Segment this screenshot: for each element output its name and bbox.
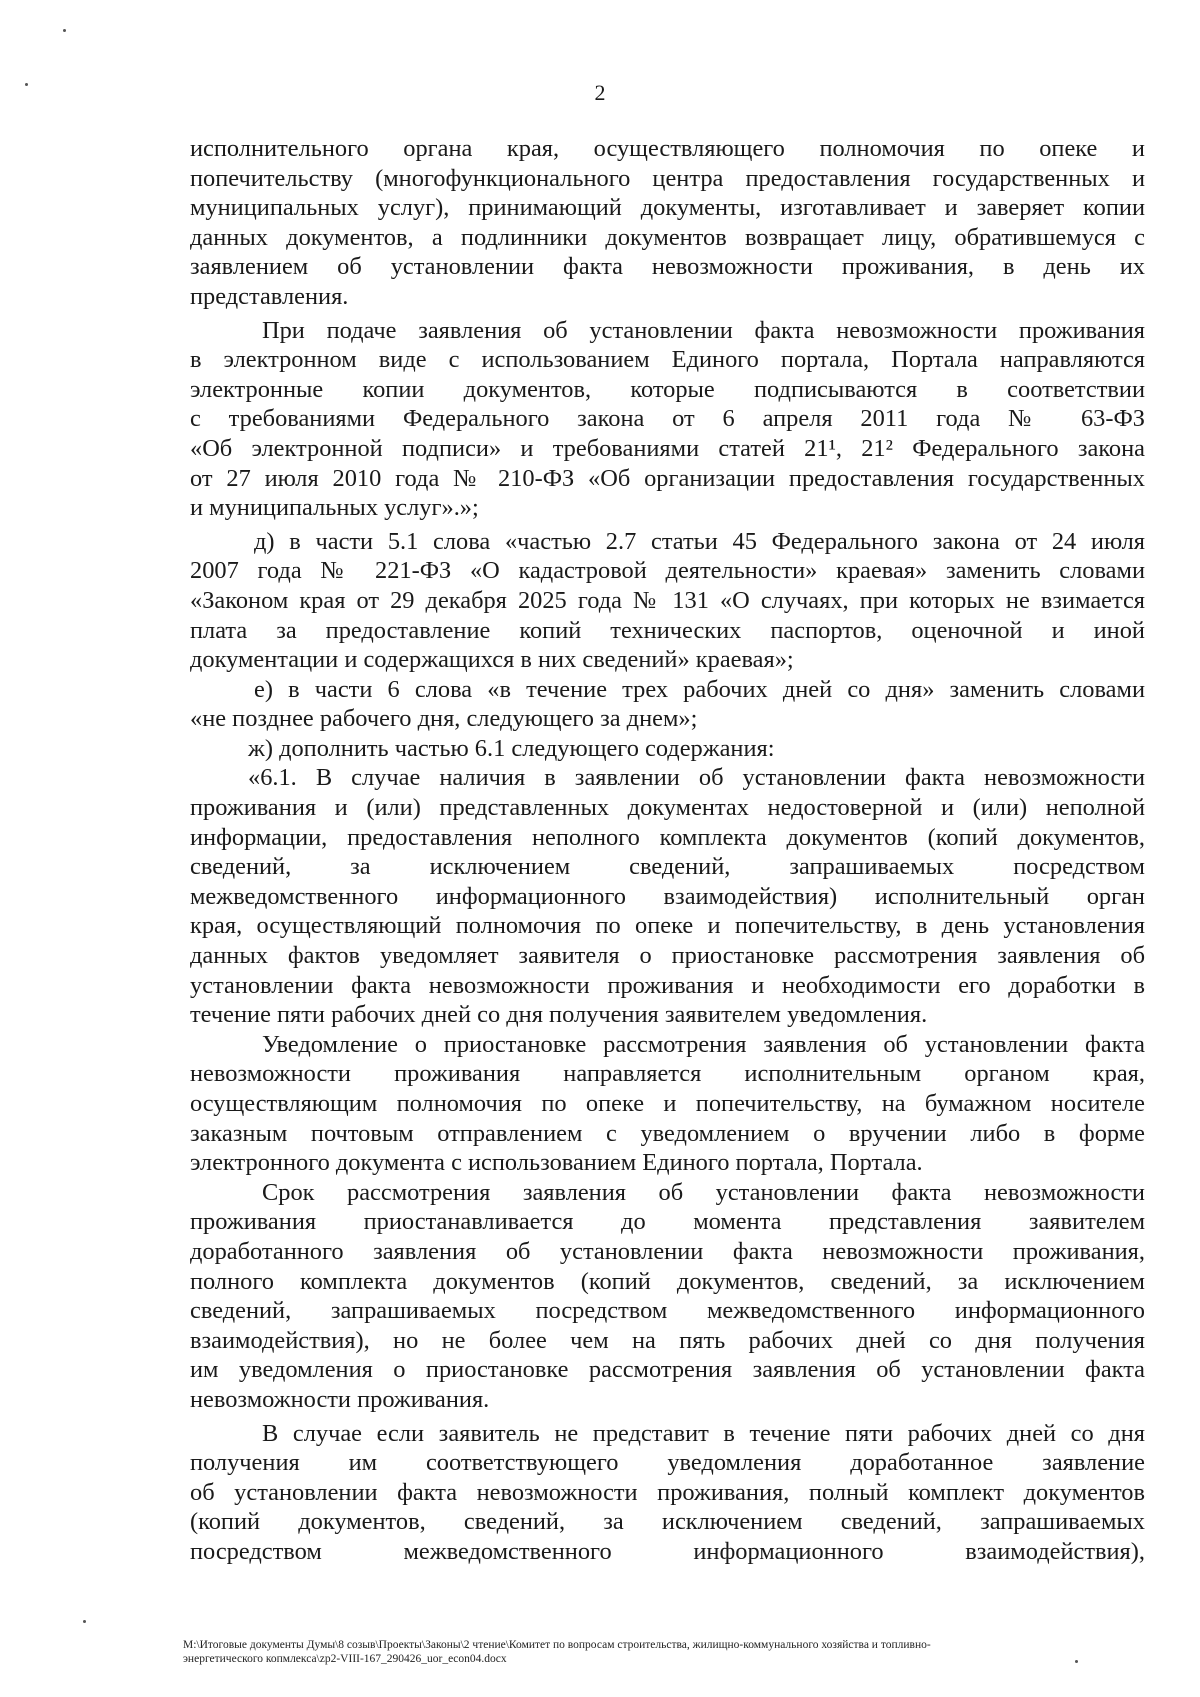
text-line: установлении факта невозможности проживания и необходимости его доработки в <box>190 971 1145 999</box>
text-line: данных документов, а подлинники документов возвращает лицу, обратившемуся с <box>190 223 1145 251</box>
text-line: «6.1. В случае наличия в заявлении об установлении факта невозможности <box>248 764 1145 792</box>
text-line: д) в части 5.1 слова «частью 2.7 статьи 45 Федерального закона от 24 июля <box>254 527 1145 555</box>
text-line: межведомственного информационного взаимодействия) исполнительный орган <box>190 882 1145 910</box>
text-line: проживания приостанавливается до момента представления заявителем <box>190 1208 1145 1236</box>
text-line: При подаче заявления об установлении факта невозможности проживания <box>262 316 1145 344</box>
text-line: течение пяти рабочих дней со дня получения заявителем уведомления. <box>190 1001 928 1029</box>
text-line: заявлением об установлении факта невозможности проживания, в день их <box>190 253 1145 281</box>
text-line: «Об электронной подписи» и требованиями статей 21¹, 21² Федерального закона <box>190 434 1145 462</box>
text-line: «не позднее рабочего дня, следующего за днем»; <box>190 705 698 733</box>
text-line: в электронном виде с использованием Единого портала, Портала направляются <box>190 346 1145 374</box>
text-line: им уведомления о приостановке рассмотрения заявления об установлении факта <box>190 1356 1145 1384</box>
scan-speck <box>83 1620 86 1623</box>
text-line: и муниципальных услуг».»; <box>190 494 479 522</box>
footer-path-line: энергетического копмлекса\zp2-VIII-167_290426_uor_econ04.docx <box>183 1653 507 1665</box>
text-line: невозможности проживания. <box>190 1385 490 1413</box>
text-line: посредством межведомственного информационного взаимодействия), <box>190 1537 1145 1565</box>
text-line: электронного документа с использованием Единого портала, Портала. <box>190 1149 923 1177</box>
text-line: е) в части 6 слова «в течение трех рабочих дней со дня» заменить словами <box>254 675 1145 703</box>
text-line: исполнительного органа края, осуществляющего полномочия по опеке и <box>190 135 1145 162</box>
text-line: документации и содержащихся в них сведений» краевая»; <box>190 646 794 674</box>
text-line: с требованиями Федерального закона от 6 апреля 2011 года № 63-ФЗ <box>190 405 1145 433</box>
text-line: представления. <box>190 282 349 310</box>
text-line: попечительству (многофункционального центра предоставления государственных и <box>190 164 1145 192</box>
text-line: Срок рассмотрения заявления об установлении факта невозможности <box>262 1178 1145 1206</box>
text-line: сведений, за исключением сведений, запрашиваемых посредством <box>190 853 1145 881</box>
text-line: невозможности проживания направляется исполнительным органом края, <box>190 1060 1145 1088</box>
text-line: получения им соответствующего уведомления доработанное заявление <box>190 1449 1145 1477</box>
text-line: от 27 июля 2010 года № 210-ФЗ «Об организации предоставления государственных <box>190 464 1145 492</box>
footer-path-line: M:\Итоговые документы Думы\8 созыв\Проекты\Законы\2 чтение\Комитет по вопросам строительства, жилищно-коммунального хозяйства и топливно- <box>183 1639 931 1651</box>
text-line: «Законом края от 29 декабря 2025 года № 131 «О случаях, при которых не взимается <box>190 586 1145 614</box>
text-line: взаимодействия), но не более чем на пять рабочих дней со дня получения <box>190 1326 1145 1354</box>
text-line: проживания и (или) представленных документах недостоверной и (или) неполной <box>190 794 1145 822</box>
text-line: осуществляющим полномочия по опеке и попечительству, на бумажном носителе <box>190 1090 1145 1117</box>
text-line: края, осуществляющий полномочия по опеке и попечительству, в день установления <box>190 912 1145 940</box>
document-body <box>190 134 1145 1567</box>
text-line: 2007 года № 221-ФЗ «О кадастровой деятельности» краевая» заменить словами <box>190 557 1145 585</box>
text-line: заказным почтовым отправлением с уведомлением о вручении либо в форме <box>190 1119 1145 1147</box>
scan-speck <box>63 29 66 32</box>
text-line: ж) дополнить частью 6.1 следующего содержания: <box>248 734 775 762</box>
text-line: об установлении факта невозможности проживания, полный комплект документов <box>190 1478 1145 1506</box>
text-line: данных фактов уведомляет заявителя о приостановке рассмотрения заявления об <box>190 942 1145 970</box>
text-line: сведений, запрашиваемых посредством межведомственного информационного <box>190 1297 1145 1325</box>
page-number: 2 <box>594 80 606 105</box>
text-line: (копий документов, сведений, за исключением сведений, запрашиваемых <box>190 1508 1145 1536</box>
text-line: В случае если заявитель не представит в течение пяти рабочих дней со дня <box>262 1419 1145 1447</box>
file-path-footer <box>183 1638 1143 1666</box>
text-line: полного комплекта документов (копий документов, сведений, за исключением <box>190 1267 1145 1295</box>
text-line: плата за предоставление копий технических паспортов, оценочной и иной <box>190 616 1145 644</box>
text-line: электронные копии документов, которые подписываются в соответствии <box>190 375 1145 403</box>
text-line: информации, предоставления неполного комплекта документов (копий документов, <box>190 823 1145 851</box>
text-line: Уведомление о приостановке рассмотрения заявления об установлении факта <box>262 1030 1145 1058</box>
text-line: муниципальных услуг), принимающий документы, изготавливает и заверяет копии <box>190 194 1145 222</box>
text-line: доработанного заявления об установлении факта невозможности проживания, <box>190 1237 1145 1265</box>
